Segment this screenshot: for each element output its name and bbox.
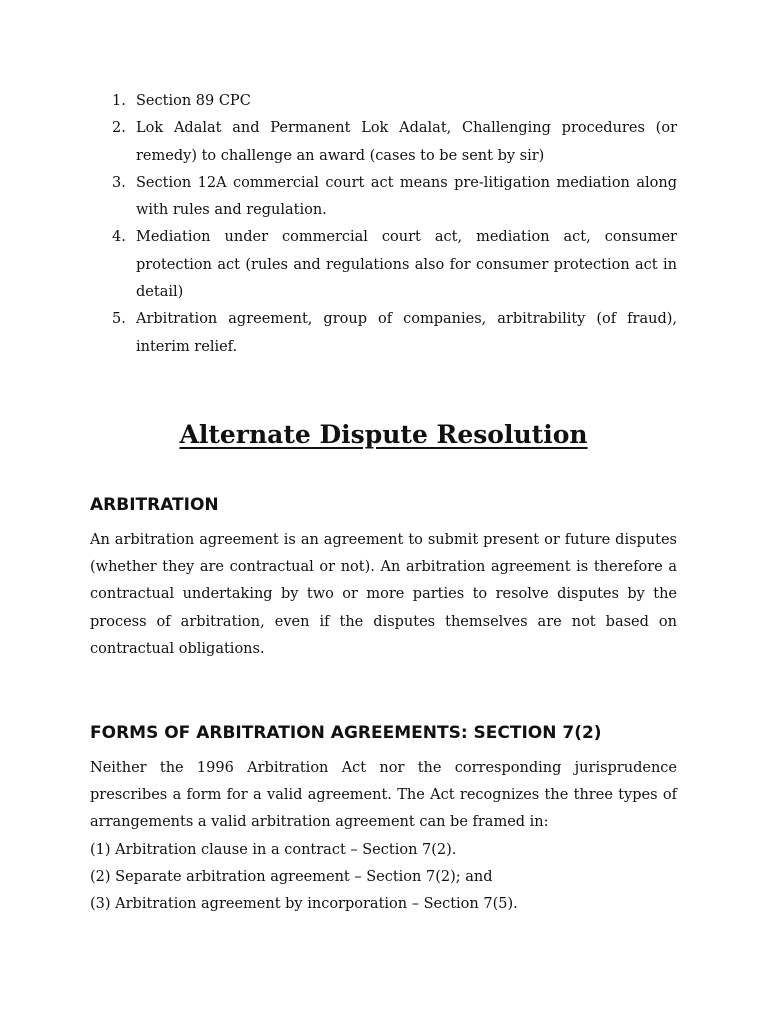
arbitration-heading: ARBITRATION [90,494,219,515]
list-item [90,170,677,225]
document-page [90,88,677,918]
forms-paragraph: Neither the 1996 Arbitration Act nor the corresponding jurisprudence prescribes a form for a valid agreement. The Act recognizes the three types of arrangements a valid arbitration agreement can be framed in: [90,759,677,831]
list-item [90,306,677,361]
arbitration-paragraph: An arbitration agreement is an agreement to submit present or future disputes (whether they are contractual or not). An arbitration agreement is therefore a contractual undertaking by two or more parties to resolve disputes by the process of arbitration, even if the disputes themselves are not based on contractual obligations. [90,531,677,657]
list-item-text: Section 12A commercial court act means pre-litigation mediation along with rules and regulation. [136,174,677,219]
list-item-text: Arbitration agreement, group of companies, arbitrability (of fraud), interim relief. [136,311,677,355]
document-title: Alternate Dispute Resolution [179,419,588,449]
list-item-text: Section 89 CPC [136,93,251,109]
forms-item: (2) Separate arbitration agreement – Section 7(2); and [90,868,493,885]
list-item [90,115,677,170]
list-item-text: Lok Adalat and Permanent Lok Adalat, Challenging procedures (or remedy) to challenge an award (cases to be sent by sir) [136,120,677,164]
list-item [90,88,677,115]
list-item-number: 4. [112,229,126,246]
forms-heading: FORMS OF ARBITRATION AGREEMENTS: SECTION 7(2) [90,722,602,743]
list-item-number: 1. [112,93,126,109]
list-item-number: 3. [112,174,126,191]
topic-list [90,88,677,361]
list-item-number: 5. [112,311,126,328]
list-item-text: Mediation under commercial court act, mediation act, consumer protection act (rules and regulations also for consumer protection act in detail) [136,229,677,301]
list-item [90,224,677,306]
list-item-number: 2. [112,120,126,137]
forms-item: (1) Arbitration clause in a contract – Section 7(2). [90,841,457,858]
forms-item: (3) Arbitration agreement by incorporation – Section 7(5). [90,896,518,912]
